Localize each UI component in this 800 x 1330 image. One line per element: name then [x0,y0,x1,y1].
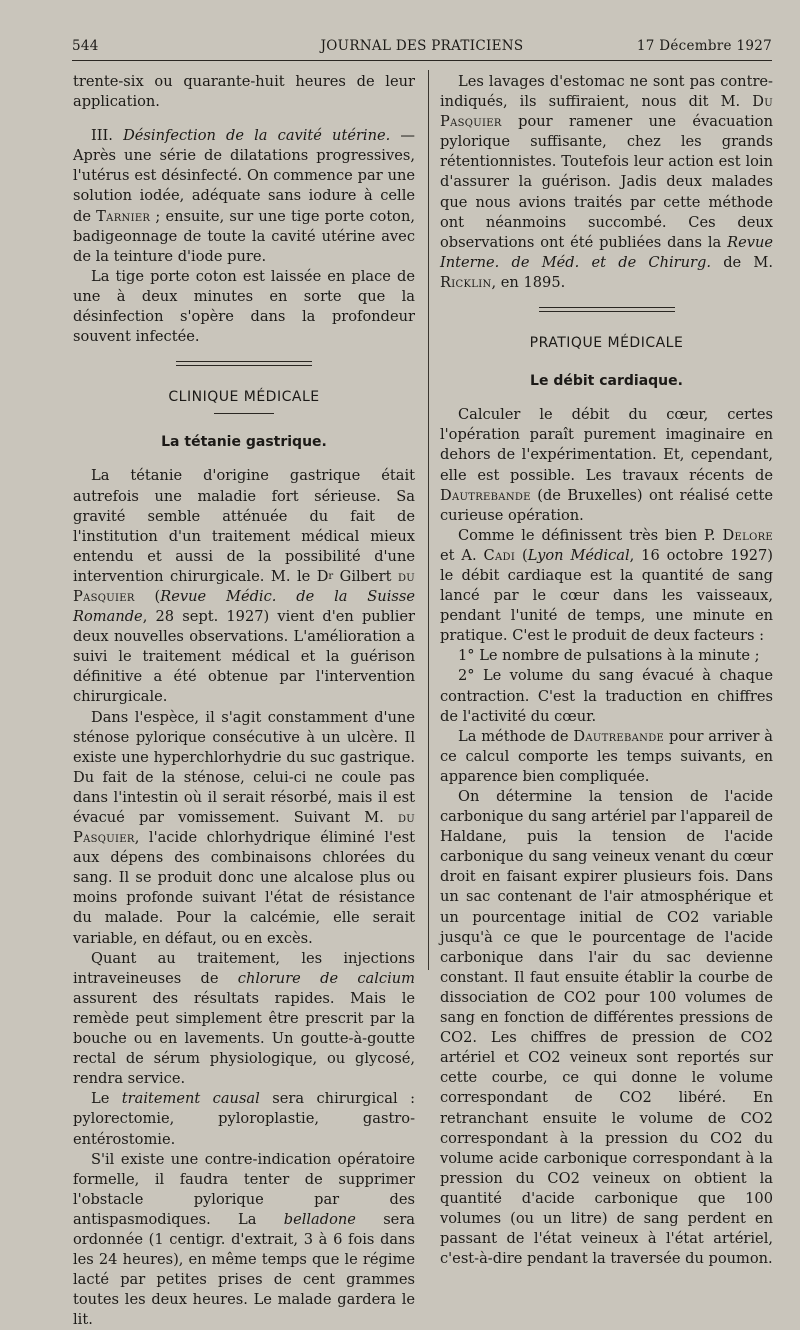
header-rule [72,60,772,61]
paragraph: La méthode de Dautrebande pour arriver à ce calcul comporte les temps suivants, en apparence bien compliquée. [440,727,773,785]
paragraph: III. Désinfection de la cavité utérine. — Après une série de dilatations progressives, l'utérus est désinfecté. On commence par une solution iodée, adéquate sans iodure à celle de Tarnier ; ensuite, sur une tige porte coton, badigeonnage de toute la cavité utérine avec de la teinture d'iode pure. [73,127,416,265]
section-separator [176,361,312,367]
paragraph: Le traitement causal sera chirurgical : pylorectomie, pyloroplastie, gastro-entérostomie. [73,1090,416,1148]
paragraph: Comme le définissent très bien P. Delore et A. Cadi (Lyon Médical, 16 octobre 1927) le débit cardiaque est la quantité de sang lancé par le cœur dans les vaisseaux, pendant l'unité de temps, une minute en pratique. C'est le produit de deux facteurs : [440,526,773,645]
running-header [72,38,772,62]
left-column [73,72,415,1330]
issue-date: 17 Décembre 1927 [636,38,772,54]
section-separator [539,307,675,313]
page-number: 544 [72,38,99,54]
article-title: La tétanie gastrique. [161,434,327,451]
paragraph: La tige porte coton est laissée en place de une à deux minutes en sorte que la désinfection s'opère dans la profondeur souvent infectée. [73,267,415,346]
paragraph: Dans l'espèce, il s'agit constamment d'une sténose pylorique consécutive à un ulcère. Il existe une hyperchlorhydrie du suc gastrique. Du fait de la sténose, celui-ci ne coule pas dans l'intestin où il serait résorbé, mais il est évacué par vomissement. Suivant M. du Pasquier, l'acide chlorhydrique éliminé l'est aux dépens des combinaisons chlorées du sang. Il se produit donc une alcalose plus ou moins profonde suivant l'état de résistance du malade. Pour la calcémie, elle serait variable, en défaut, ou en excès. [73,708,415,947]
column-divider [428,70,429,970]
paragraph: S'il existe une contre-indication opératoire formelle, il faudra tenter de supprimer l'obstacle pylorique par des antispasmodiques. La belladone sera ordonnée (1 centigr. d'extrait, 3 à 6 fois dans les 24 heures), en même temps que le régime lacté par petites prises de cent grammes toutes les deux heures. Le malade gardera le lit. [73,1150,415,1329]
paragraph: On détermine la tension de l'acide carbonique du sang artériel par l'appareil de Haldane, puis la tension de l'acide carbonique du sang veineux venant du cœur droit en faisant expirer plusieurs fois. Dans un sac contenant de l'air atmosphérique et un pourcentage initial de CO2 variable jusqu'à ce que le pourcentage de l'acide carbonique dans l'air du sac devienne constant. Il faut ensuite établir la courbe de dissociation de CO2 pour 100 volumes de sang en fonction de différentes pressions de CO2. Les chiffres de pression de CO2 artériel et CO2 veineux sont reportés sur cette courbe, ce qui donne le volume correspondant de CO2 libéré. En retranchant ensuite le volume de CO2 correspondant à la pression du CO2 du volume acide carbonique correspondant à la pression du CO2 veineux on obtient la quantité d'acide carbonique que 100 volumes (ou un litre) de sang perdent en passant de l'état veineux à l'état artériel, c'est-à-dire pendant la traversée du poumon. [440,788,773,1268]
section-underline [214,413,274,414]
section-title: PRATIQUE MÉDICALE [529,335,684,352]
list-item: 1° Le nombre de pulsations à la minute ; [458,647,760,665]
subheading: Désinfection de la cavité utérine. [123,127,391,145]
section-title: CLINIQUE MÉDICALE [168,389,320,406]
list-item: 2° Le volume du sang évacué à chaque contraction. C'est la traduction en chiffres de l'activité du cœur. [440,667,773,725]
paragraph: Quant au traitement, les injections intraveineuses de chlorure de calcium assurent des résultats rapides. Mais le remède peut simplement être prescrit par la bouche ou en lavements. Un goutte-à-goutte rectal de sérum physiologique, ou glycosé, rendra service. [73,949,416,1088]
paragraph: Les lavages d'estomac ne sont pas contre-indiqués, ils suffiraient, nous dit M. Du Pasquier pour ramener une évacuation pylorique suffisante, chez les grands rétentionnistes. Toutefois leur action est loin d'assurer la guérison. Jadis deux malades que nous avions traités par cette méthode ont néanmoins succombé. Ces deux observations ont été publiées dans la Revue Interne. de Méd. et de Chirurg. de M. Ricklin, en 1895. [440,73,773,291]
journal-title: JOURNAL DES PRATICIENS [320,38,524,54]
right-column [440,72,773,1269]
paragraph: trente-six ou quarante-huit heures de leur application. [73,73,415,111]
paragraph: La tétanie d'origine gastrique était autrefois une maladie fort sérieuse. Sa gravité semble atténuée du fait de l'institution d'un traitement médical mieux entendu et aussi de la possibilité d'une intervention chirurgicale. M. le $D^r$ Gilbert du Pasquier (Revue Médic. de la Suisse Romande, 28 sept. 1927) vient d'en publier deux nouvelles observations. L'amélioration a suivi le traitement médical et la guérison définitive a été obtenue par l'intervention chirurgicale. [73,467,415,706]
paragraph: Calculer le débit du cœur, certes l'opération paraît purement imaginaire en dehors de l'expérimentation. Et, cependant, elle est possible. Les travaux récents de Dautrebande (de Bruxelles) ont réalisé cette curieuse opération. [440,406,773,524]
article-title: Le débit cardiaque. [530,373,683,390]
